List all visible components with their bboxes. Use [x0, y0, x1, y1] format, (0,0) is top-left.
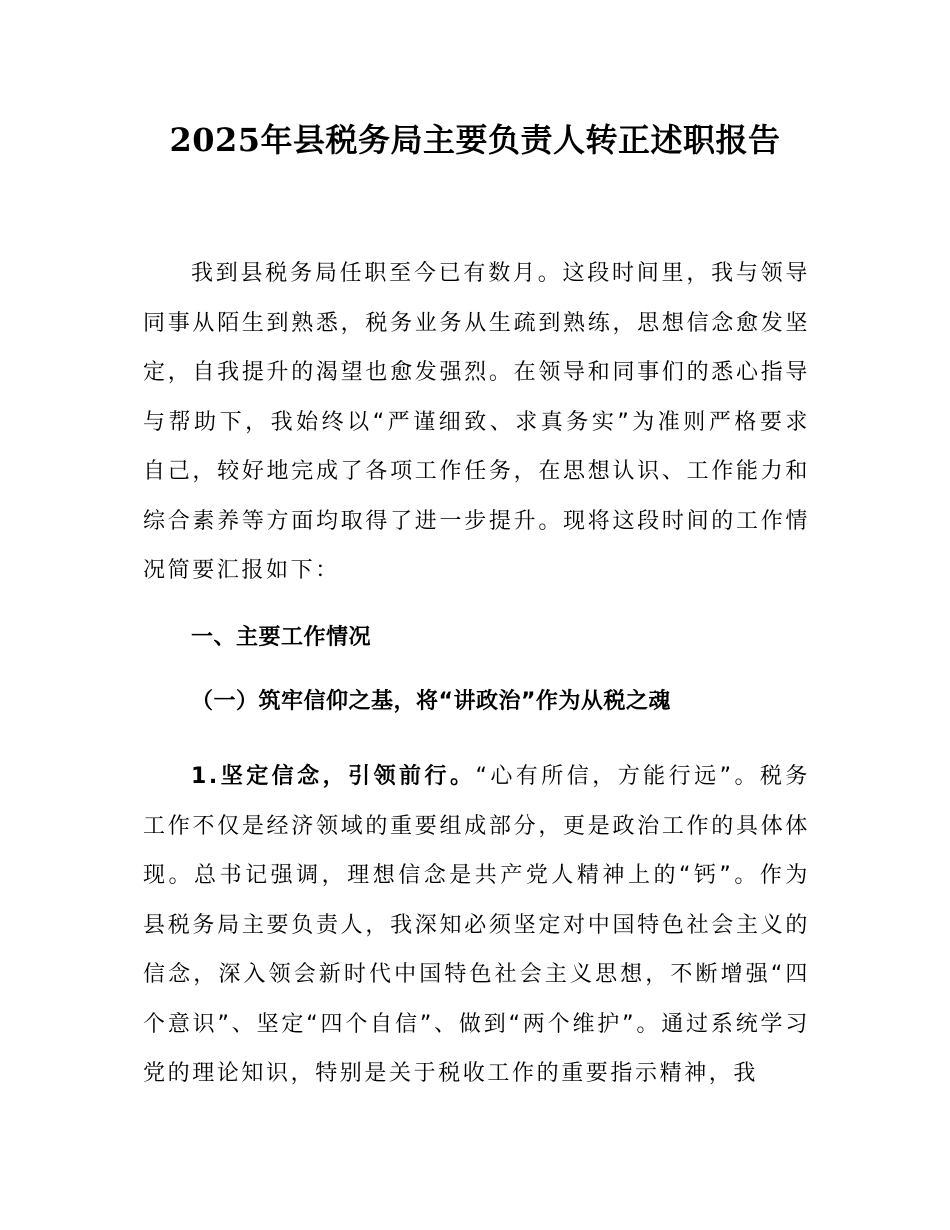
item-lead: 1.坚定信念，引领前行。 [191, 764, 476, 789]
section-heading: 一、主要工作情况 [191, 625, 372, 650]
subsection-heading: （一）筑牢信仰之基，将“讲政治”作为从税之魂 [191, 689, 671, 714]
document-title: 2025年县税务局主要负责人转正述职报告 [169, 121, 781, 159]
item-paragraph [143, 752, 810, 1099]
item-body: “心有所信，方能行远”。税务工作不仅是经济领域的重要组成部分，更是政治工作的具体体现。总书记强调，理想信念是共产党人精神上的“钙”。作为县税务局主要负责人，我深知必须坚定对中国特色社会主义的信念，深入领会新时代中国特色社会主义思想，不断增强“四个意识”、坚定“四个自信”、做到“两个维护”。通过系统学习党的理论知识，特别是关于税收工作的重要指示精神，我 [143, 764, 810, 1086]
intro-paragraph: 我到县税务局任职至今已有数月。这段时间里，我与领导同事从陌生到熟悉，税务业务从生疏到熟练，思想信念愈发坚定，自我提升的渴望也愈发强烈。在领导和同事们的悉心指导与帮助下，我始终以“严谨细致、求真务实”为准则严格要求自己，较好地完成了各项工作任务，在思想认识、工作能力和综合素养等方面均取得了进一步提升。现将这段时间的工作情况简要汇报如下： [143, 261, 810, 583]
